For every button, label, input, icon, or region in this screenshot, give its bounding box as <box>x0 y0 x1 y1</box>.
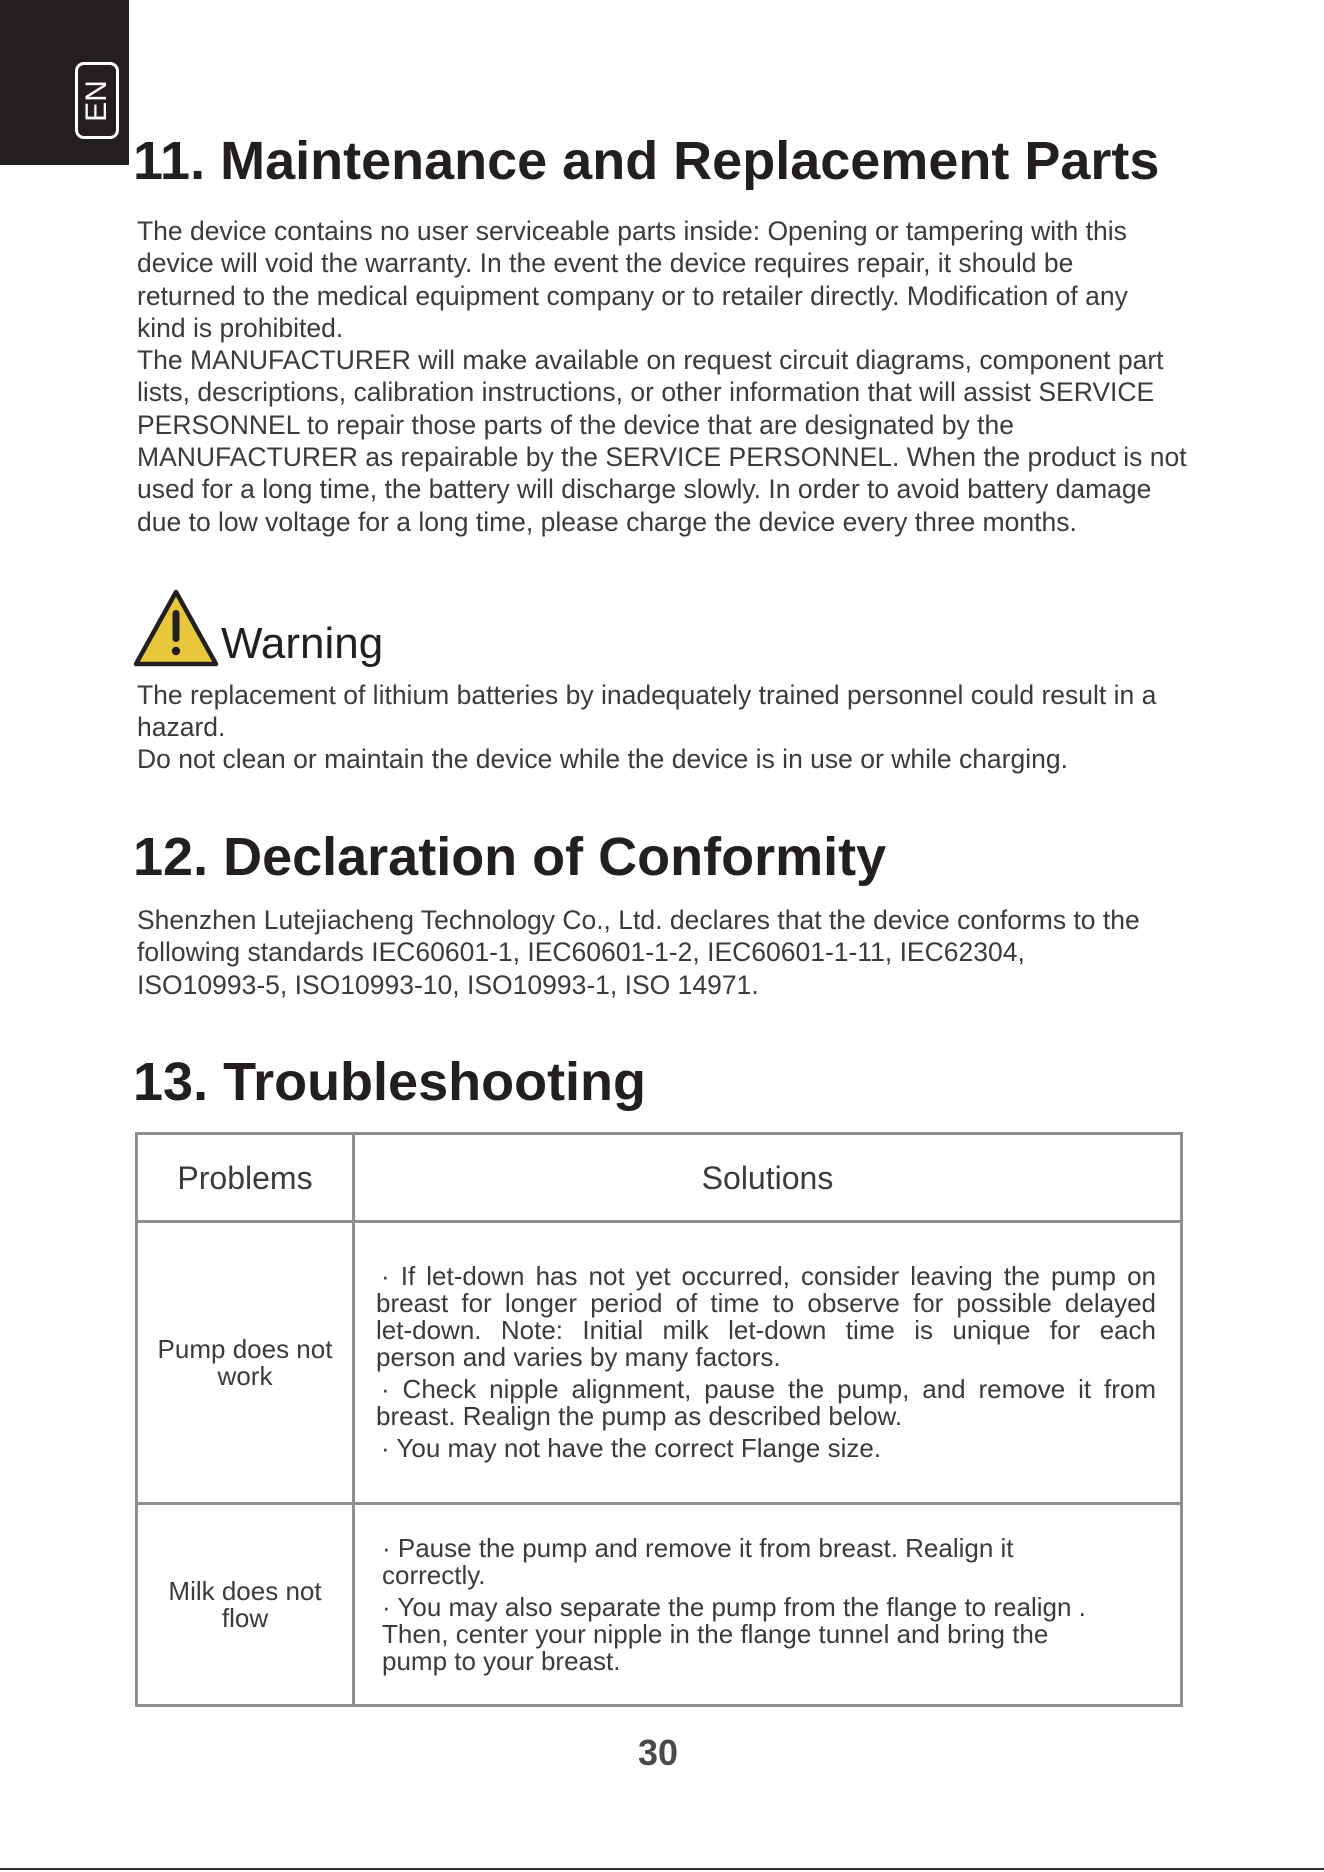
bottom-rule <box>0 1868 1324 1870</box>
warning-triangle-icon <box>133 588 219 668</box>
problem-cell <box>138 1223 352 1502</box>
paragraph-line: returned to the medical equipment company or to retailer directly. Modification of any <box>137 280 1128 311</box>
problem-line: flow <box>221 1602 269 1633</box>
problem-cell <box>138 1505 352 1704</box>
solution-line: Then, center your nipple in the flange tunnel and bring the <box>382 1618 1049 1649</box>
solution-line: person and varies by many factors. <box>376 1342 781 1372</box>
header-cell-solutions <box>355 1135 1180 1220</box>
solution-line: · You may also separate the pump from the flange to realign . <box>382 1591 1086 1622</box>
solution-line: · If let-down has not yet occurred, consider leaving the pump on <box>381 1261 1156 1291</box>
column-header: Solutions <box>701 1159 834 1196</box>
paragraph-line: The MANUFACTURER will make available on request circuit diagrams, component part <box>137 345 1164 376</box>
problem-line: work <box>217 1360 273 1391</box>
paragraph-line: kind is prohibited. <box>137 312 344 343</box>
language-tab <box>0 0 129 165</box>
paragraph-line: device will void the warranty. In the event the device requires repair, it should be <box>137 248 1074 279</box>
paragraph-line: The replacement of lithium batteries by inadequately trained personnel could result in a <box>137 680 1157 710</box>
solution-cell <box>355 1505 1180 1704</box>
page-number: 30 <box>637 1732 679 1773</box>
section-12-title: 12. Declaration of Conformity <box>133 827 887 887</box>
maintenance-paragraph <box>137 215 1187 538</box>
solution-line: correctly. <box>382 1559 486 1590</box>
troubleshooting-table <box>135 1132 1183 1707</box>
solution-line: · Check nipple alignment, pause the pump, and remove it from <box>381 1374 1156 1404</box>
paragraph-line: Shenzhen Lutejiacheng Technology Co., Ltd. declares that the device conforms to the <box>137 905 1140 935</box>
paragraph-line: PERSONNEL to repair those parts of the device that are designated by the <box>137 409 1014 440</box>
warning-paragraph <box>137 679 1156 775</box>
solution-cell <box>355 1223 1180 1502</box>
paragraph-line: Do not clean or maintain the device while the device is in use or while charging. <box>137 744 1068 774</box>
section-13-title: 13. Troubleshooting <box>133 1052 647 1112</box>
header-cell-problems <box>138 1135 352 1220</box>
conformity-paragraph <box>137 904 1140 1001</box>
solution-line: pump to your breast. <box>382 1645 621 1676</box>
problem-line: Milk does not <box>168 1575 322 1606</box>
paragraph-line: lists, descriptions, calibration instructions, or other information that will assist SERVICE <box>137 377 1155 408</box>
solution-line: · You may not have the correct Flange size. <box>381 1433 882 1463</box>
problem-line: Pump does not <box>157 1333 333 1364</box>
language-badge <box>75 62 119 139</box>
paragraph-line: The device contains no user serviceable parts inside: Opening or tampering with this <box>137 216 1127 246</box>
paragraph-line: MANUFACTURER as repairable by the SERVICE PERSONNEL. When the product is not <box>137 442 1187 473</box>
paragraph-line: hazard. <box>137 712 226 742</box>
solution-line: breast. Realign the pump as described below. <box>376 1401 903 1431</box>
paragraph-line: used for a long time, the battery will discharge slowly. In order to avoid battery damage <box>137 474 1152 505</box>
paragraph-line: ISO10993-5, ISO10993-10, ISO10993-1, ISO 14971. <box>137 969 759 1000</box>
solution-line: breast for longer period of time to observe for possible delayed <box>376 1288 1156 1318</box>
solution-line: · Pause the pump and remove it from breast. Realign it <box>382 1532 1014 1563</box>
solution-line: let-down. Note: Initial milk let-down time is unique for each <box>376 1315 1156 1345</box>
paragraph-line: due to low voltage for a long time, please charge the device every three months. <box>137 506 1077 537</box>
paragraph-line: following standards IEC60601-1, IEC60601-1-2, IEC60601-1-11, IEC62304, <box>137 937 1025 968</box>
warning-title: Warning <box>221 619 384 668</box>
section-11-title: 11. Maintenance and Replacement Parts <box>133 131 1160 191</box>
column-header: Problems <box>177 1159 313 1196</box>
language-label: EN <box>80 79 113 122</box>
